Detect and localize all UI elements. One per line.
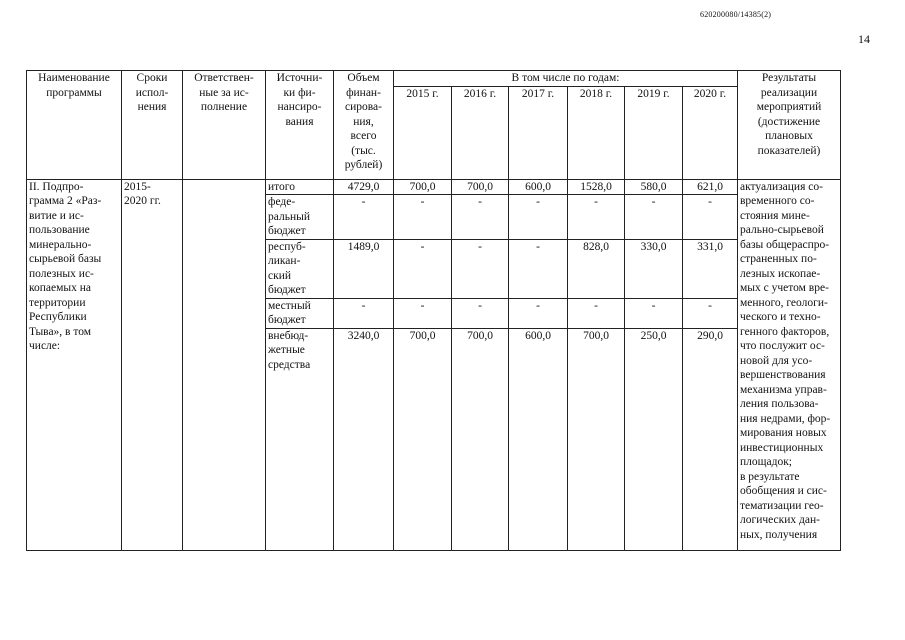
- header-results: Результаты реализации мероприятий (достижение плановых показателей): [738, 71, 841, 180]
- year-value-cell: -: [394, 195, 452, 240]
- year-value-cell: -: [452, 298, 509, 328]
- header-sources: Источни- ки фи- нансиро- вания: [266, 71, 334, 180]
- page-number: 14: [858, 32, 870, 46]
- program-table: [26, 70, 841, 551]
- year-value-cell: 580,0: [625, 179, 683, 195]
- program-name: II. Подпро- грамма 2 «Раз- витие и ис- пользование минерально- сырьевой базы полезных ис- копаемых на территории Республики Тыва», в том числе:: [27, 179, 122, 550]
- year-value-cell: 600,0: [509, 328, 568, 550]
- year-value-cell: -: [509, 195, 568, 240]
- year-value-cell: -: [452, 239, 509, 298]
- year-value-cell: -: [452, 195, 509, 240]
- year-value-cell: -: [683, 195, 738, 240]
- year-value-cell: 250,0: [625, 328, 683, 550]
- year-value-cell: -: [568, 195, 625, 240]
- source-cell: итого: [266, 179, 334, 195]
- header-year: 2020 г.: [683, 86, 738, 179]
- program-responsible: [183, 179, 266, 550]
- header-row: [27, 71, 841, 87]
- header-by-years: В том числе по годам:: [394, 71, 738, 87]
- source-cell: феде- ральный бюджет: [266, 195, 334, 240]
- year-value-cell: -: [625, 298, 683, 328]
- total-cell: -: [334, 298, 394, 328]
- total-cell: 1489,0: [334, 239, 394, 298]
- total-cell: -: [334, 195, 394, 240]
- year-value-cell: 600,0: [509, 179, 568, 195]
- source-cell: респуб- ликан- ский бюджет: [266, 239, 334, 298]
- header-name: Наименование программы: [27, 71, 122, 180]
- year-value-cell: 700,0: [452, 179, 509, 195]
- program-terms: 2015- 2020 гг.: [122, 179, 183, 550]
- year-value-cell: 330,0: [625, 239, 683, 298]
- source-cell: внебюд- жетные средства: [266, 328, 334, 550]
- table-row: [27, 179, 841, 195]
- year-value-cell: -: [394, 239, 452, 298]
- header-volume: Объем финан- сирова- ния, всего (тыс. рублей): [334, 71, 394, 180]
- year-value-cell: -: [625, 195, 683, 240]
- year-value-cell: 1528,0: [568, 179, 625, 195]
- total-cell: 3240,0: [334, 328, 394, 550]
- document-code: 620200080/14385(2): [700, 10, 772, 19]
- year-value-cell: -: [568, 298, 625, 328]
- year-value-cell: -: [394, 298, 452, 328]
- total-cell: 4729,0: [334, 179, 394, 195]
- year-value-cell: 621,0: [683, 179, 738, 195]
- year-value-cell: 700,0: [452, 328, 509, 550]
- header-responsible: Ответствен- ные за ис- полнение: [183, 71, 266, 180]
- year-value-cell: 331,0: [683, 239, 738, 298]
- year-value-cell: 290,0: [683, 328, 738, 550]
- year-value-cell: 828,0: [568, 239, 625, 298]
- header-year: 2019 г.: [625, 86, 683, 179]
- header-year: 2015 г.: [394, 86, 452, 179]
- year-value-cell: 700,0: [394, 179, 452, 195]
- year-value-cell: 700,0: [394, 328, 452, 550]
- header-terms: Сроки испол- нения: [122, 71, 183, 180]
- year-value-cell: -: [509, 239, 568, 298]
- program-results: актуализация со- временного со- стояния мине- рально-сырьевой базы общераспро- страненных по- лезных ископае- мых с учетом вре- менного, геологи- ческого и техно- генного факторов, что послужит ос- новой для усо- вершенствования механизма управ- ления пользова- ния недрами, фор- мирования новых инвестиционных площадок; в результате обобщения и сис- тематизации гео- логических дан- ных, получения: [738, 179, 841, 550]
- header-year: 2018 г.: [568, 86, 625, 179]
- header-year: 2017 г.: [509, 86, 568, 179]
- year-value-cell: -: [683, 298, 738, 328]
- year-value-cell: -: [509, 298, 568, 328]
- source-cell: местный бюджет: [266, 298, 334, 328]
- header-year: 2016 г.: [452, 86, 509, 179]
- year-value-cell: 700,0: [568, 328, 625, 550]
